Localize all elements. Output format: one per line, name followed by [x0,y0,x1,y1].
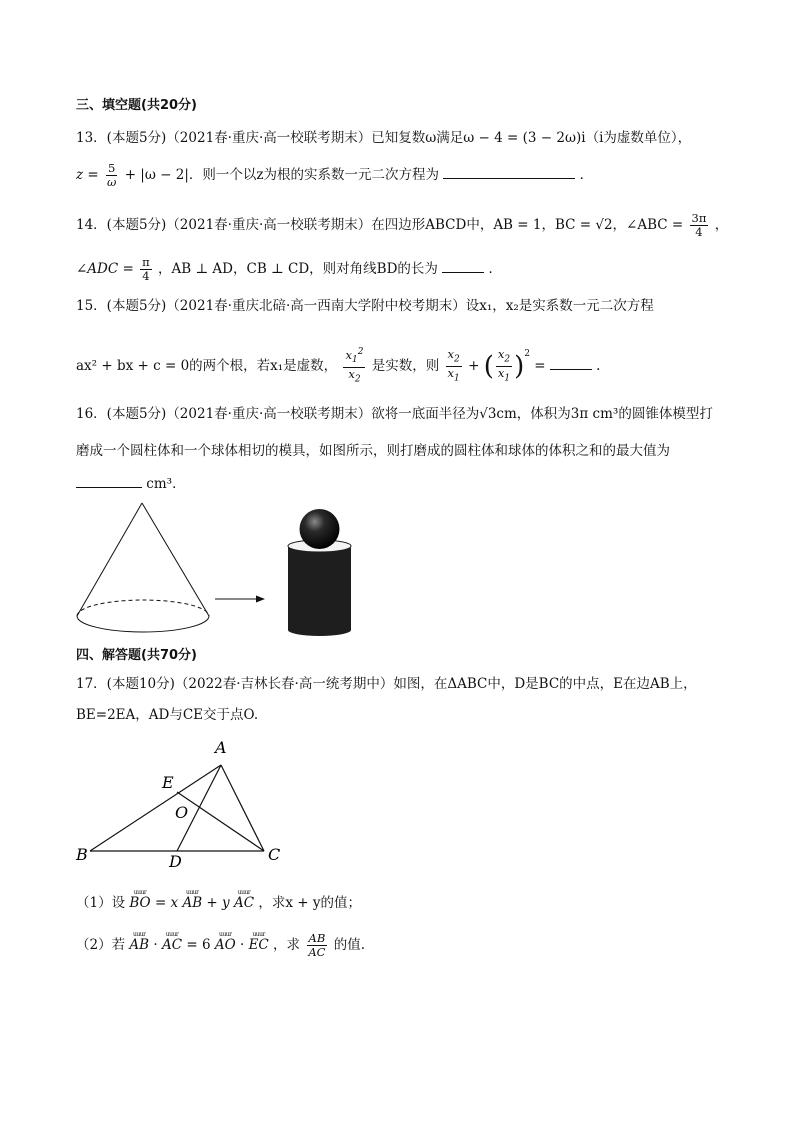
q14-answer-blank[interactable] [442,260,484,273]
q14-frac2-den: 4 [142,269,150,283]
cone-shape [77,503,209,632]
q14-frac2 [140,256,152,283]
q15-frac-paren: $\frac{x_2}{x_1}$ [497,346,511,384]
q13-fraction [105,162,118,189]
q17-part2-mid: = 6 [186,937,211,953]
q17-part1-end: ，求x + y的值； [258,895,361,911]
q15-line2-mid: 是实数，则 [371,358,440,374]
q15-line2-end: . [596,358,601,374]
q14-line2 [76,256,502,283]
q15-line2: ax² + bx + c = 0的两个根，若x₁是虚数， $\frac{x_1^2}{x_2}$ 是实数，则 $\frac{x_2}{x_1}$ + ( $\frac{x_2}{x_1}$ )$^2$ = . [76,346,601,385]
q14-line2-end: ． [488,261,503,277]
label-o: O [175,803,189,822]
q17-triangle-figure [70,730,300,870]
q15-frac-x2-over-x1: $\frac{x_2}{x_1}$ [447,346,460,384]
dot-1: · [153,937,158,953]
q13-frac-den: ω [107,175,117,189]
q14-line1 [76,212,728,239]
q17-part1 [76,890,361,913]
q14-frac1-num: 3π [691,211,707,225]
q13-answer-blank[interactable] [443,166,575,179]
q14-line2-text: ，AB ⊥ AD，CB ⊥ CD，则对角线BD的长为 [157,261,438,277]
cylinder-with-sphere [288,509,351,636]
q14-line1-end: ， [714,217,729,233]
q16-line2: 磨成一个圆柱体和一个球体相切的模具，如图所示，则打磨成的圆柱体和球体的体积之和的最大值为 [76,443,670,459]
q17-line2: BE=2EA，AD与CE交于点O. [76,707,259,723]
q14-frac1 [690,212,709,239]
q16-line3-end: cm³． [146,476,186,492]
vector-ac: uuur AC [234,890,254,913]
q16-line1: 16．(本题5分)（2021春·重庆·高一校联考期末）欲将一底面半径为√3cm，体积为3π cm³的圆锥体模型打 [76,406,713,422]
q13-line2 [76,162,593,189]
q16-figure [70,495,380,645]
q14-angle-adc: ∠ADC = [76,261,134,277]
q17-part2-mid2: ，求 [273,937,301,953]
vector-ab: uuur AB [182,890,202,913]
q15-eq: = [534,358,546,374]
q17-part2 [76,932,365,959]
label-b: B [76,845,88,864]
vector-bo: uuur BO [129,890,150,913]
frac-num-ab: AB [308,931,326,945]
q16-answer-blank[interactable] [76,475,142,488]
q17-part1-pre: （1）设 [76,895,126,911]
q16-line3 [76,474,186,494]
section-title-fill-in: 三、填空题(共20分) [76,98,197,113]
q17-line1: 17．(本题10分)（2022春·吉林长春·高一统考期中）如图，在ΔABC中，D是BC的中点，E在边AB上， [76,676,697,692]
q13-line2-text: + |ω − 2|．则一个以z为根的实系数一元二次方程为 [124,167,440,183]
vector-ab-2: uuur AB [129,932,149,955]
q17-part2-pre: （2）若 [76,937,126,953]
vector-ec: uuur EC [249,932,269,955]
vector-ac-2: uuur AC [162,932,182,955]
dot-2: · [239,937,245,953]
q14-line1-text: 14．(本题5分)（2021春·重庆·高一校联考期末）在四边形ABCD中，AB = 1，BC = √2，∠ABC = [76,217,684,233]
q17-frac-ab-ac [306,932,327,959]
label-e: E [162,773,174,792]
arrow-icon [215,596,265,603]
q13-frac-num: 5 [108,161,116,175]
frac-den-ac: AC [308,945,326,959]
q15-answer-blank[interactable] [550,357,592,370]
q15-line1: 15．(本题5分)（2021春·重庆北碚·高一西南大学附中校考期末）设x₁，x₂是实系数一元二次方程 [76,298,654,314]
q13-z-eq: z = [76,167,99,183]
label-a: A [215,738,227,757]
q13-line1: 13．(本题5分)（2021春·重庆·高一校联考期末）已知复数ω满足ω − 4 = (3 − 2ω)i（i为虚数单位）， [76,130,692,146]
q17-part2-end: 的值. [333,937,366,953]
q14-frac2-num: π [142,255,150,269]
q13-line2-end: ． [579,167,594,183]
q15-line2-text: ax² + bx + c = 0的两个根，若x₁是虚数， [76,358,338,374]
q17-part1-mid2: + y [206,895,230,911]
label-d: D [169,852,182,870]
section-title-answer: 四、解答题(共70分) [76,648,197,663]
q17-part1-mid1: = x [154,895,179,911]
vector-ao: uuur AO [215,932,236,955]
q14-frac1-den: 4 [695,225,703,239]
label-c: C [268,845,281,864]
q15-frac-x1sq-over-x2: $\frac{x_1^2}{x_2}$ [345,347,364,385]
